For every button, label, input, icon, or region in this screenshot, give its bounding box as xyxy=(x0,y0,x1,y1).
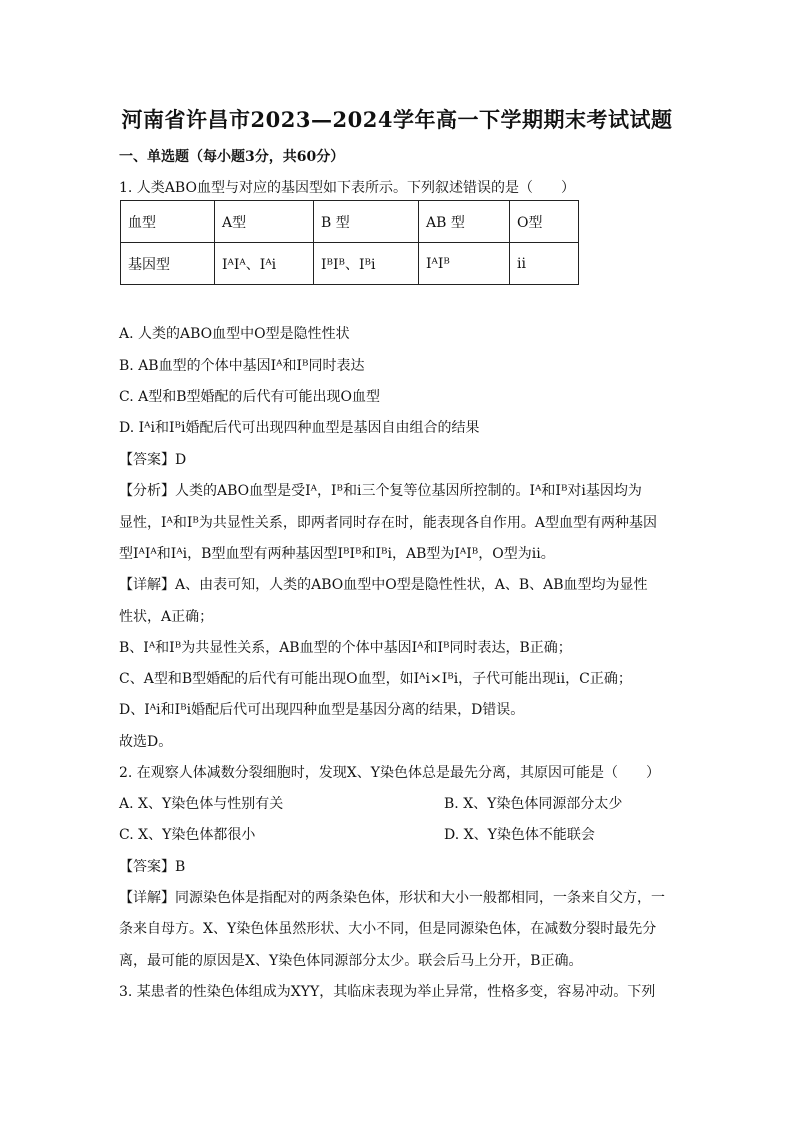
q1-analysis-line: 型IᴬIᴬ和Iᴬi，B型血型有两种基因型IᴮIᴮ和Iᴮi，AB型为IᴬIᴮ，O型为ii。 xyxy=(119,546,555,562)
q3-stem: 3. 某患者的性染色体组成为XYY，其临床表现为举止异常，性格多变，容易冲动。下列 xyxy=(119,984,656,1000)
q1-detail-line: 性状，A正确； xyxy=(119,609,214,625)
q2-detail-line: 条来自母方。X、Y染色体虽然形状、大小不同，但是同源染色体，在减数分裂时最先分 xyxy=(119,921,657,937)
q2-option-c: C. X、Y染色体都很小 xyxy=(119,827,256,843)
q2-option-b: B. X、Y染色体同源部分太少 xyxy=(444,796,623,812)
q1-detail-line: D、Iᴬi和Iᴮi婚配后代可出现四种血型是基因分离的结果，D错误。 xyxy=(119,702,525,718)
q2-option-d: D. X、Y染色体不能联会 xyxy=(444,827,595,843)
q1-option-d: D. Iᴬi和Iᴮi婚配后代可出现四种血型是基因自由组合的结果 xyxy=(119,420,480,436)
table-row xyxy=(121,243,579,285)
q1-option-a: A. 人类的ABO血型中O型是隐性性状 xyxy=(119,326,350,342)
q1-detail-line: 【详解】A、由表可知，人类的ABO血型中O型是隐性性状，A、B、AB血型均为显性 xyxy=(119,577,648,593)
q1-detail-line: C、A型和B型婚配的后代有可能出现O血型，如Iᴬi×Iᴮi，子代可能出现ii，C正确； xyxy=(119,671,632,687)
q2-detail-line: 离，最可能的原因是X、Y染色体同源部分太少。联会后马上分开，B正确。 xyxy=(119,953,583,969)
section-heading: 一、单选题（每小题3分，共60分） xyxy=(119,149,345,165)
q2-stem: 2. 在观察人体减数分裂细胞时，发现X、Y染色体总是最先分离，其原因可能是（ ） xyxy=(119,765,661,781)
q1-option-b: B. AB血型的个体中基因Iᴬ和Iᴮ同时表达 xyxy=(119,358,365,374)
q1-analysis-line: 显性，Iᴬ和Iᴮ为共显性关系，即两者同时存在时，能表现各自作用。A型血型有两种基因 xyxy=(119,515,658,531)
q1-detail-line: B、Iᴬ和Iᴮ为共显性关系，AB血型的个体中基因Iᴬ和Iᴮ同时表达，B正确； xyxy=(119,640,572,656)
table-cell: O型 xyxy=(510,201,579,243)
q1-stem: 1. 人类ABO血型与对应的基因型如下表所示。下列叙述错误的是（ ） xyxy=(119,180,575,196)
table-cell: IᴬIᴮ xyxy=(419,243,510,285)
table-cell: IᴮIᴮ、Iᴮi xyxy=(314,243,419,285)
table-cell: AB 型 xyxy=(419,201,510,243)
blood-type-table xyxy=(120,200,579,285)
q1-answer: 【答案】D xyxy=(119,452,187,468)
table-cell: ii xyxy=(510,243,579,285)
q2-option-a: A. X、Y染色体与性别有关 xyxy=(119,796,284,812)
table-cell: 血型 xyxy=(121,201,215,243)
table-cell: 基因型 xyxy=(121,243,215,285)
table-cell: A型 xyxy=(215,201,314,243)
table-row xyxy=(121,201,579,243)
q1-analysis-line: 【分析】人类的ABO血型是受Iᴬ，Iᴮ和i三个复等位基因所控制的。Iᴬ和Iᴮ对i基因均为 xyxy=(119,483,642,499)
q1-option-c: C. A型和B型婚配的后代有可能出现O血型 xyxy=(119,389,380,405)
table-cell: IᴬIᴬ、Iᴬi xyxy=(215,243,314,285)
q1-conclusion: 故选D。 xyxy=(119,734,173,750)
table-cell: B 型 xyxy=(314,201,419,243)
q2-answer: 【答案】B xyxy=(119,859,186,875)
page-title: 河南省许昌市2023—2024学年高一下学期期末考试试题 xyxy=(121,107,673,132)
q2-detail-line: 【详解】同源染色体是指配对的两条染色体，形状和大小一般都相同，一条来自父方，一 xyxy=(119,890,665,906)
